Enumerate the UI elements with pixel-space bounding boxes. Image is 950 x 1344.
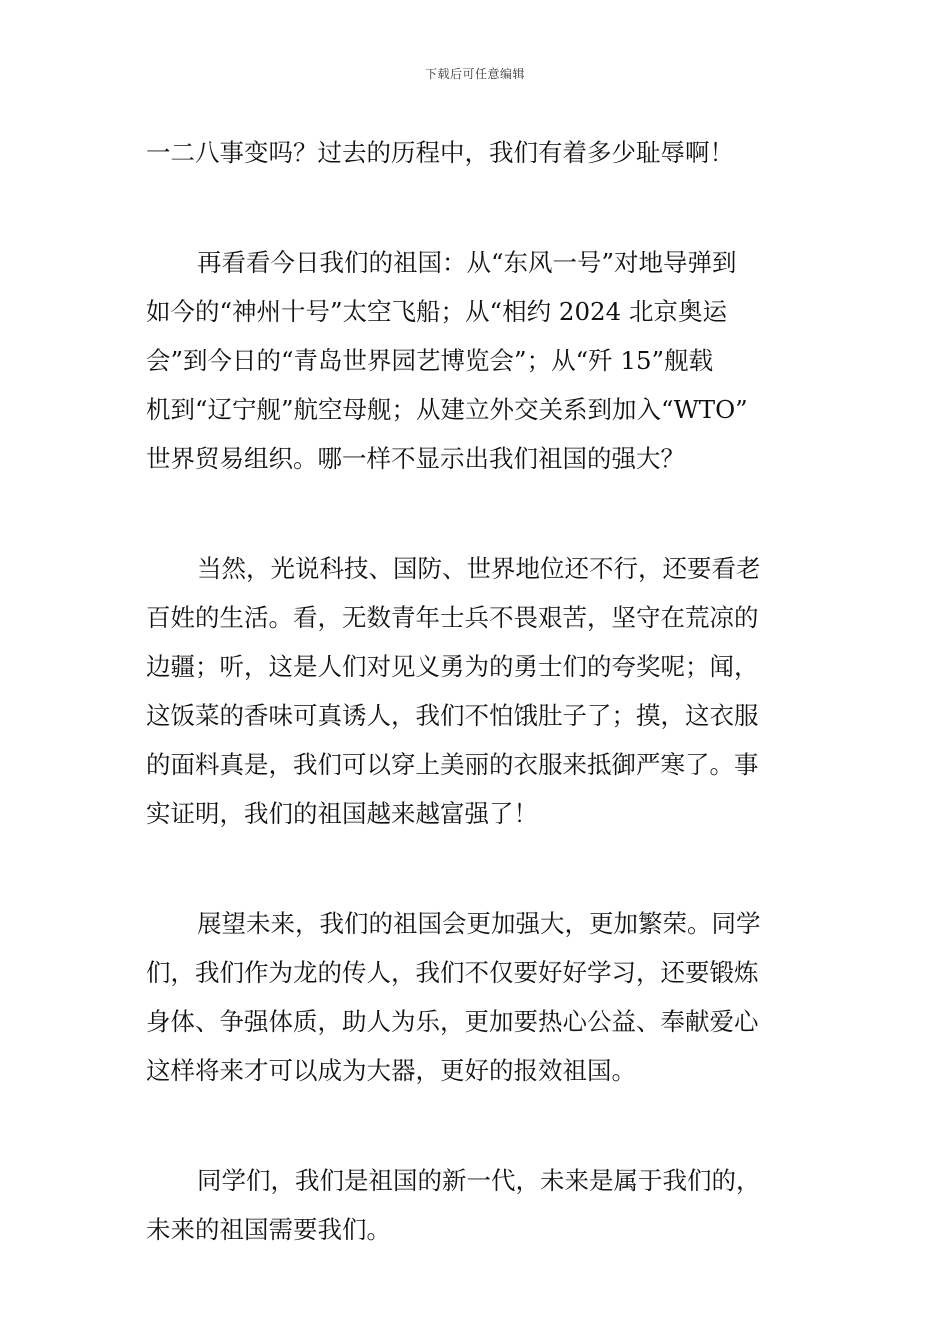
paragraph-4 xyxy=(146,899,806,1095)
paragraph-2 xyxy=(146,238,806,483)
paragraph-5 xyxy=(146,1156,806,1254)
paragraph-line: 边疆；听，这是人们对见义勇为的勇士们的夸奖呢；闻， xyxy=(146,652,759,681)
paragraph-3 xyxy=(146,544,806,838)
paragraph-line: 当然，光说科技、国防、世界地位还不行，还要看老 xyxy=(197,554,761,583)
document-body xyxy=(146,128,806,1254)
page-header: 下载后可任意编辑 xyxy=(424,67,525,81)
paragraph-line: 展望未来，我们的祖国会更加强大，更加繁荣。同学 xyxy=(197,909,761,938)
paragraph-line: 如今的“神州十号”太空飞船；从“相约 2024 北京奥运 xyxy=(146,297,727,326)
paragraph-line: 实证明，我们的祖国越来越富强了！ xyxy=(146,799,538,828)
paragraph-line: 百姓的生活。看，无数青年士兵不畏艰苦，坚守在荒凉的 xyxy=(146,603,759,632)
paragraph-line: 这样将来才可以成为大器，更好的报效祖国。 xyxy=(146,1056,636,1085)
paragraph-1 xyxy=(146,128,806,177)
paragraph-line: 同学们，我们是祖国的新一代，未来是属于我们的， xyxy=(197,1166,761,1195)
paragraph-line: 身体、争强体质，助人为乐，更加要热心公益、奉献爱心 xyxy=(146,1007,759,1036)
paragraph-line: 这饭菜的香味可真诱人，我们不怕饿肚子了；摸，这衣服 xyxy=(146,701,759,730)
paragraph-line: 机到“辽宁舰”航空母舰；从建立外交关系到加入“WTO” xyxy=(146,395,748,424)
paragraph-line: 再看看今日我们的祖国：从“东风一号”对地导弹到 xyxy=(197,248,737,277)
paragraph-line: 们，我们作为龙的传人，我们不仅要好好学习，还要锻炼 xyxy=(146,958,759,987)
paragraph-line: 未来的祖国需要我们。 xyxy=(146,1215,391,1244)
paragraph-line: 的面料真是，我们可以穿上美丽的衣服来抵御严寒了。事 xyxy=(146,750,759,779)
paragraph-line: 会”到今日的“青岛世界园艺博览会”；从“歼 15”舰载 xyxy=(146,346,714,375)
paragraph-line: 世界贸易组织。哪一样不显示出我们祖国的强大？ xyxy=(146,444,685,473)
paragraph-line: 一二八事变吗？过去的历程中，我们有着多少耻辱啊！ xyxy=(146,138,734,167)
